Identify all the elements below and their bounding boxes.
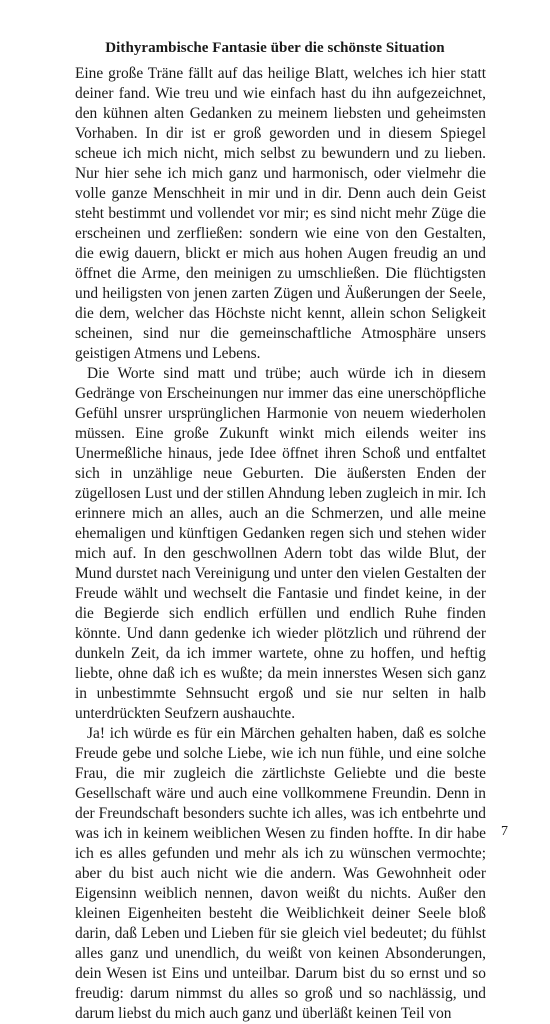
body-text	[75, 64, 486, 1024]
page-title: Dithyrambische Fantasie über die schönste Situation	[105, 40, 445, 56]
paragraph-2: Die Worte sind matt und trübe; auch würde ich in diesem Gedränge von Erscheinungen nur immer das eine unerschöpfliche Gefühl unsrer ursprünglichen Harmonie von neuem wiederholen müssen. Eine große Zukunft winkt mich eilends weiter ins Unermeßliche hinaus, jede Idee öffnet ihren Schoß und entfaltet sich in unzählige neue Geburten. Die äußersten Enden der zügellosen Lust und der stillen Ahndung leben zugleich in mir. Ich erinnere mich an alles, auch an die Schmerzen, und alle meine ehemaligen und künftigen Gedanken regen sich und stehen wider mich auf. In den geschwollnen Adern tobt das wilde Blut, der Mund durstet nach Vereinigung und unter den vielen Gestalten der Freude wählt und wechselt die Fantasie und findet keine, in der die Begierde sich endlich erfüllen und endlich Ruhe finden könnte. Und dann gedenke ich wieder plötzlich und rührend der dunkeln Zeit, da ich immer wartete, ohne zu hoffen, und heftig liebte, ohne daß ich es wußte; da mein innerstes Wesen sich ganz in unbestimmte Sehnsucht ergoß und sie nur selten in halb unterdrückten Seufzern aushauchte.	[75, 365, 486, 722]
page-number: 7	[501, 824, 508, 839]
paragraph-1: Eine große Träne fällt auf das heilige Blatt, welches ich hier statt deiner fand. Wie treu und wie einfach hast du ihn aufgezeichnet, den kühnen alten Gedanken zu meinem liebsten und geheimsten Vorhaben. In dir ist er groß geworden und in diesem Spiegel scheue ich mich nicht, mich selbst zu bewundern und zu lieben. Nur hier sehe ich mich ganz und harmonisch, oder vielmehr die volle ganze Menschheit in mir und in dir. Denn auch dein Geist steht bestimmt und vollendet vor mir; es sind nicht mehr Züge die erscheinen und zerfließen: sondern wie eine von den Gestalten, die ewig dauern, blickt er mich aus hohen Augen freudig an und öffnet die Arme, den meinigen zu umschließen. Die flüchtigsten und heiligsten von jenen zarten Zügen und Äußerungen der Seele, die dem, welcher das Höchste nicht kennt, allein schon Seligkeit scheinen, sind nur die gemeinschaftliche Atmosphäre unsers geistigen Atmens und Lebens.	[75, 65, 486, 362]
paragraph-3: Ja! ich würde es für ein Märchen gehalten haben, daß es solche Freude gebe und solche Liebe, wie ich nun fühle, und eine solche Frau, die mir zugleich die zärtlichste Geliebte und die beste Gesellschaft wäre und auch eine vollkommene Freundin. Denn in der Freundschaft besonders suchte ich alles, was ich entbehrte und was ich in keinem weiblichen Wesen zu finden hoffte. In dir habe ich es alles gefunden und mehr als ich zu wünschen vermochte; aber du bist auch nicht wie die andern. Was Gewohnheit oder Eigensinn weiblich nennen, davon weißt du nichts. Außer den kleinen Eigenheiten besteht die Weiblichkeit deiner Seele bloß darin, daß Leben und Lieben für sie gleich viel bedeutet; du fühlst alles ganz und unendlich, du weißt von keinen Absonderungen, dein Wesen ist Eins und unteilbar. Darum bist du so ernst und so freudig: darum nimmst du alles so groß und so nachlässig, und darum liebst du mich auch ganz und überläßt keinen Teil von	[75, 725, 486, 1022]
